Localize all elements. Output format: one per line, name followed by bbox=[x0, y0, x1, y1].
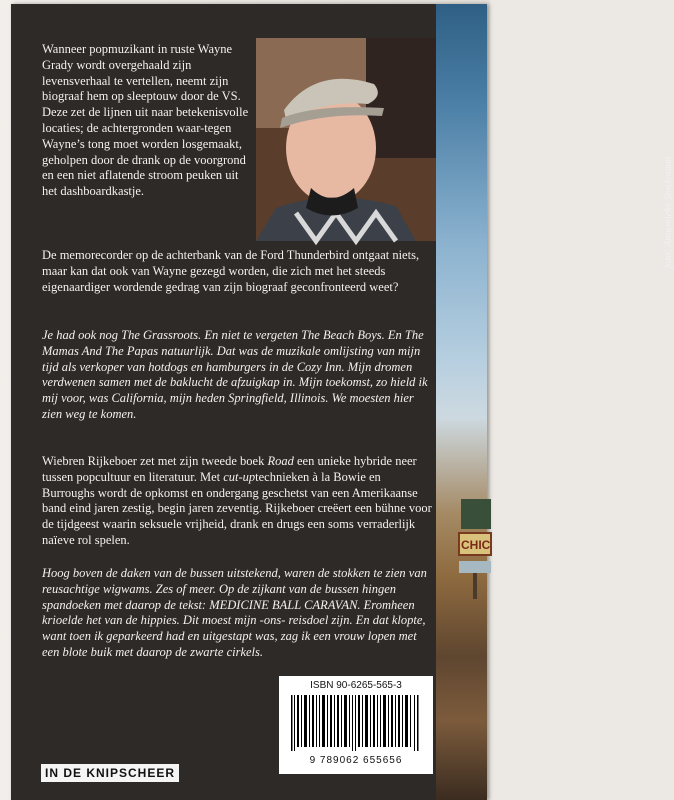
roadside-sign-image bbox=[459, 499, 491, 599]
blurb-intro-cont: De memorecorder op de achterbank van de Ford Thunderbird ontgaat niets, maar kan dat ook van Wayne gezegd worden, die zich met het steeds eigenaardiger wordende gedrag van zijn biograaf geconfronteerd weet? bbox=[42, 248, 420, 294]
isbn-barcode-box bbox=[279, 676, 433, 774]
barcode-image bbox=[289, 695, 423, 751]
quote-2-part-1: Hoog boven de daken van de bussen uitstekend, waren de stokken te zien van reusachtige wigwams. Zes of meer. Op de zijkant van de bussen hingen spandoeken met daarop de tekst: bbox=[42, 566, 427, 612]
banner-text: MEDICINE BALL CARAVAN bbox=[209, 597, 358, 612]
blurb-intro-cont-block bbox=[42, 248, 432, 295]
book-title: Road bbox=[267, 454, 294, 468]
about-paragraph bbox=[42, 454, 432, 549]
photo-credit: foto: Annemieke Stockmann bbox=[663, 156, 674, 268]
quote-1: Je had ook nog The Grassroots. En niet te vergeten The Beach Boys. En The Mamas And The Papas natuurlijk. Dat was de muzikale omlijsting van mijn tijd als verkoper van hotdogs en hamburgers in de Cozy Inn. Mijn dromen verdwenen samen met de baklucht de afzuigkap in. Mijn toekomst, zo hield ik mij voor, was California, mijn heden Springfield, Illinois. We moesten hier zien weg te komen. bbox=[42, 328, 428, 421]
cover-photo-strip bbox=[436, 4, 487, 800]
quote-2-part-2: . Eromheen krioelde het van de hippies. Dit moest mijn -ons- reisdoel zijn. En dat klopte, want toen ik geparkeerd had en uitgestapt was, zag ik een vrouw lopen met een blote buik met daarop de zwarte cirkels. bbox=[42, 597, 426, 659]
blurb-intro-block bbox=[42, 42, 252, 200]
publisher-logo: IN DE KNIPSCHEER bbox=[41, 764, 179, 782]
author-photo bbox=[256, 38, 674, 268]
book-back-cover bbox=[11, 4, 674, 800]
quote-2 bbox=[42, 566, 432, 661]
barcode-number: 9 789062 655656 bbox=[309, 755, 403, 766]
isbn-label: ISBN 90-6265-565-3 bbox=[310, 680, 402, 691]
sign-text: CHIC bbox=[461, 538, 491, 552]
about-block bbox=[42, 454, 432, 549]
about-part-2: een unieke hybride neer tussen popcultuur en literatuur. Met bbox=[42, 454, 417, 484]
quote-2-block bbox=[42, 566, 432, 661]
cut-up-term: cut-up bbox=[223, 469, 256, 484]
about-part-1: Wiebren Rijkeboer zet met zijn tweede boek bbox=[42, 454, 268, 468]
quote-1-block bbox=[42, 328, 432, 423]
about-part-3: technieken à la Bowie en Burroughs wordt de opkomst en ondergang geschetst van een Amerikaanse band eind jaren zestig, begin jaren zeventig. Rijkeboer creëert een bühne voor de tijdgeest waarin seksuele vrijheid, drank en drugs een soms verraderlijk naïeve rol spelen. bbox=[42, 469, 432, 547]
blurb-intro: Wanneer popmuzikant in ruste Wayne Grady wordt overgehaald zijn levensverhaal te vertellen, neemt zijn biograaf hem op sleeptouw door de VS. Deze zet de lijnen uit naar betekenisvolle locaties; de achtergronden waar-tegen Wayne’s tong moet worden losgemaakt, geholpen door de drank op de voorgrond en een niet aflatende stroom peuken uit het dashboardkastje. bbox=[42, 42, 249, 199]
